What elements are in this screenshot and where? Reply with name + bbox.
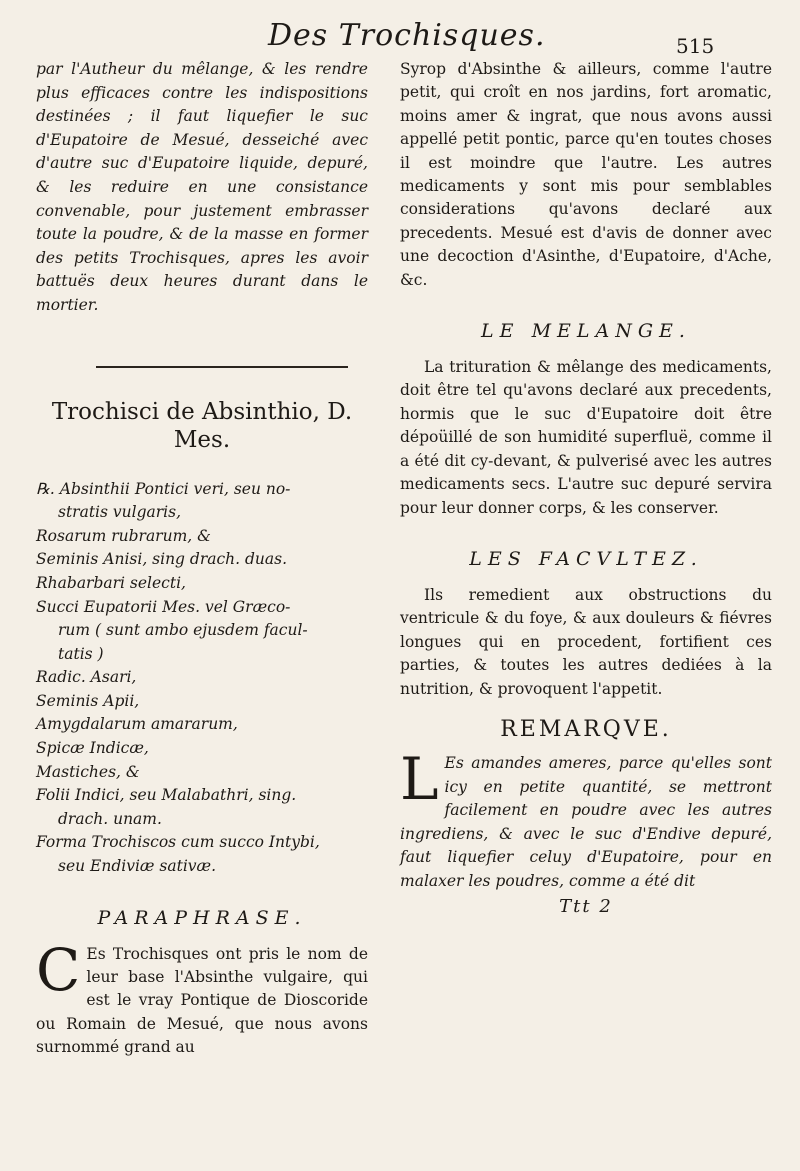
left-column [36,58,368,1060]
recipe-line: Folii Indici, seu Malabathri, sing. [36,786,297,805]
facultez-paragraph: Ils remedient aux obstructions du ventricule & du foye, & aux douleurs & fiévres longues qui en procedent, fortifient ces parties, & toutes les autres dediées à la nutrition, & provoquent l'appetit. [400,585,772,698]
intro-paragraph: par l'Autheur du mêlange, & les rendre plus efficaces contre les indispositions destinées ; il faut liquefier le suc d'Eupatoire de Mesué, desseiché avec d'autre suc d'Eupatoire liquide, depuré, & les reduire en une consistance convenable, pour justement embrasser toute la poudre, & de la masse en former des petits Trochisques, apres les avoir battuës deux heures durant dans le mortier. [36,60,368,314]
recipe-line: seu Endiviæ sativæ. [58,857,217,876]
paraphrase-paragraph [36,935,368,1060]
melange-heading: LE MELANGE. [481,320,691,343]
recipe-line: rum ( sunt ambo ejusdem facul- [58,621,308,640]
recipe-line: ℞. Absinthii Pontici veri, seu no- [36,479,291,498]
recipe-line: drach. unam. [58,809,162,828]
remarque-heading: REMARQVE. [500,716,672,742]
recipe-line: Seminis Apii, [36,691,140,710]
section-divider [96,366,348,368]
recipe-line: Seminis Anisi, sing drach. duas. [36,550,288,569]
facultez-heading: LES FACVLTEZ. [469,547,703,570]
recipe-line: Succi Eupatorii Mes. vel Græco- [36,597,291,616]
recipe-line: tatis ) [58,644,104,663]
recipe-line: Spicæ Indicæ, [36,739,149,758]
continuation-paragraph: Syrop d'Absinthe & ailleurs, comme l'autre petit, qui croît en nos jardins, fort aromatic, moins amer & ingrat, que nous avons aussi appellé petit pontic, parce qu'en toutes choses il est moindre que l'autre. Les autres medicaments y sont mis pour semblables considerations qu'avons declaré aux precedents. Mesué est d'avis de donner avec une decoction d'Asinthe, d'Eupatoire, d'Ache, &c. [400,60,772,289]
drop-cap: L [400,744,439,813]
remarque-text: Es amandes ameres, parce qu'elles sont icy en petite quantité, se mettront facilement en poudre avec les autres ingrediens, & avec le suc d'Endive depuré, faut liquefier celuy d'Eupatoire, pour en malaxer les poudres, comme a été dit [400,753,772,890]
recipe-title: Trochisci de Absinthio, D. Mes. [51,398,353,453]
drop-cap: C [36,935,81,1004]
recipe-line: Radic. Asari, [36,668,137,687]
recipe-line: Mastiches, & [36,762,140,781]
recipe-line: Amygdalarum amararum, [36,715,238,734]
recipe-line: Rosarum rubrarum, & [36,526,211,545]
recipe-line: stratis vulgaris, [58,503,182,522]
recipe-line: Forma Trochiscos cum succo Intybi, [36,833,320,852]
melange-paragraph: La trituration & mêlange des medicaments, doit être tel qu'avons declaré aux precedents, hormis que le suc d'Eupatoire doit être dépoüillé de son humidité superfluë, comme il a été dit cy-devant, & pulverisé avec les autres medicaments secs. L'autre suc depuré servira pour leur donner corps, & les conserver. [400,358,772,517]
page-number: 515 [676,34,715,58]
recipe-list [36,478,368,879]
signature-mark: Ttt 2 [559,895,613,917]
page-header [0,12,800,56]
paraphrase-heading: PARAPHRASE. [97,906,307,929]
paraphrase-text: Es Trochisques ont pris le nom de leur base l'Absinthe vulgaire, qui est le vray Pontique de Dioscoride ou Romain de Mesué, que nous avons surnommé grand au [36,944,368,1057]
recipe-line: Rhabarbari selecti, [36,573,186,592]
running-title: Des Trochisques. [268,18,546,53]
right-column [400,58,772,917]
remarque-paragraph [400,744,772,894]
